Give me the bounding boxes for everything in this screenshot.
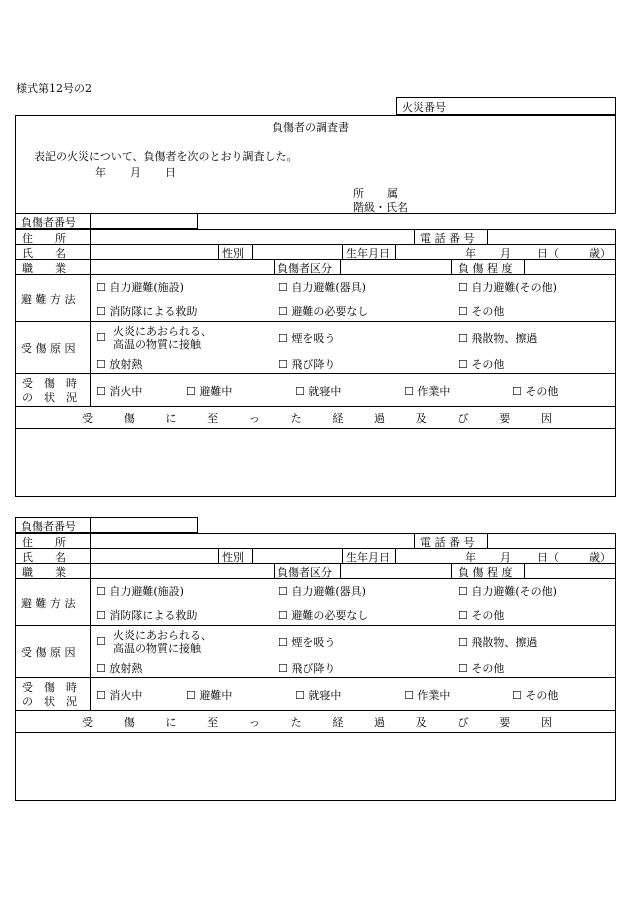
- checkbox-icon[interactable]: ☐: [512, 385, 522, 398]
- injury-degree-field[interactable]: [526, 260, 614, 273]
- date-month: 月: [130, 166, 141, 179]
- evac-option-self-other[interactable]: ☐ 自力避難(その他): [458, 585, 557, 598]
- situation-option-working[interactable]: ☐ 作業中: [404, 689, 451, 702]
- cause-option-flame-hot[interactable]: [96, 635, 106, 648]
- evacuation-method-label: 避 難 方 法: [21, 597, 76, 610]
- situation-option-firefighting[interactable]: ☐ 消火中: [96, 385, 143, 398]
- phone-field[interactable]: [489, 534, 614, 547]
- survey-statement: 表記の火災について、負傷者を次のとおり調査した。: [34, 150, 298, 163]
- evac-option-fire-rescue[interactable]: ☐ 消防隊による救助: [96, 305, 198, 318]
- checkbox-icon[interactable]: ☐: [96, 609, 106, 622]
- birth-year-unit: 年: [465, 247, 476, 260]
- cause-option-debris[interactable]: ☐ 飛散物、擦過: [458, 636, 538, 649]
- checkbox-icon[interactable]: ☐: [458, 609, 468, 622]
- checkbox-icon[interactable]: ☐: [96, 689, 106, 702]
- birthdate-label: 生年月日: [346, 247, 390, 260]
- checkbox-icon[interactable]: ☐: [458, 358, 468, 371]
- phone-label: 電 話 番 号: [420, 536, 475, 549]
- cause-option-smoke[interactable]: ☐ 煙を吸う: [278, 636, 336, 649]
- address-label: 住 所: [22, 232, 66, 245]
- gender-field[interactable]: [254, 245, 340, 258]
- gender-label: 性別: [222, 551, 244, 564]
- occupation-label: 職 業: [22, 566, 66, 579]
- checkbox-icon[interactable]: ☐: [278, 585, 288, 598]
- address-field[interactable]: [92, 534, 412, 547]
- checkbox-icon[interactable]: ☐: [512, 689, 522, 702]
- cause-option-flame-line1: 火炎にあおられる、: [113, 325, 212, 338]
- injury-situation-label-1: 受 傷 時: [22, 681, 77, 694]
- rank-name-label: 階級・氏名: [353, 201, 408, 214]
- injury-cause-label: 受 傷 原 因: [21, 646, 76, 659]
- evac-option-self-other[interactable]: ☐ 自力避難(その他): [458, 281, 557, 294]
- birth-year-unit: 年: [465, 551, 476, 564]
- checkbox-icon[interactable]: ☐: [278, 662, 288, 675]
- checkbox-icon[interactable]: ☐: [96, 385, 106, 398]
- address-field[interactable]: [92, 230, 412, 243]
- injured-category-label: 負傷者区分: [277, 566, 332, 579]
- evac-option-self-equipment[interactable]: ☐ 自力避難(器具): [278, 281, 366, 294]
- address-label: 住 所: [22, 536, 66, 549]
- checkbox-icon[interactable]: ☐: [96, 662, 106, 675]
- phone-label: 電 話 番 号: [420, 232, 475, 245]
- situation-option-evacuating[interactable]: ☐ 避難中: [186, 385, 233, 398]
- survey-block-1: [0, 213, 630, 498]
- injury-degree-label: 負 傷 程 度: [458, 566, 513, 579]
- process-header: 受 傷 に 至 っ た 経 過 及 び 要 因: [82, 716, 552, 729]
- affiliation-label: 所 属: [353, 187, 404, 200]
- checkbox-icon[interactable]: ☐: [96, 635, 106, 648]
- name-label: 氏 名: [22, 551, 66, 564]
- birth-month-unit: 月: [500, 551, 511, 564]
- cause-option-flame-line1: 火炎にあおられる、: [113, 629, 212, 642]
- cause-option-debris[interactable]: ☐ 飛散物、擦過: [458, 332, 538, 345]
- cause-option-smoke[interactable]: ☐ 煙を吸う: [278, 332, 336, 345]
- occupation-field[interactable]: [92, 260, 272, 273]
- checkbox-icon[interactable]: ☐: [458, 281, 468, 294]
- checkbox-icon[interactable]: ☐: [278, 332, 288, 345]
- situation-option-evacuating[interactable]: ☐ 避難中: [186, 689, 233, 702]
- cause-option-jump[interactable]: ☐ 飛び降り: [278, 662, 336, 675]
- cause-option-radiant-heat[interactable]: ☐ 放射熱: [96, 662, 143, 675]
- name-field[interactable]: [92, 245, 216, 258]
- process-details-area[interactable]: [17, 734, 614, 799]
- process-details-area[interactable]: [17, 430, 614, 495]
- date-year: 年: [95, 166, 106, 179]
- situation-option-sleeping[interactable]: ☐ 就寝中: [295, 689, 342, 702]
- injury-situation-label-2: の 状 況: [22, 391, 77, 404]
- name-label: 氏 名: [22, 247, 66, 260]
- evac-option-self-facility[interactable]: ☐ 自力避難(施設): [96, 585, 184, 598]
- situation-option-other[interactable]: ☐ その他: [512, 689, 559, 702]
- checkbox-icon[interactable]: ☐: [404, 689, 414, 702]
- checkbox-icon[interactable]: ☐: [186, 385, 196, 398]
- birth-day-unit: 日（: [537, 551, 559, 564]
- situation-option-sleeping[interactable]: ☐ 就寝中: [295, 385, 342, 398]
- injured-number-field[interactable]: [92, 518, 196, 532]
- checkbox-icon[interactable]: ☐: [278, 358, 288, 371]
- injury-degree-label: 負 傷 程 度: [458, 262, 513, 275]
- evac-option-not-needed[interactable]: ☐ 避難の必要なし: [278, 305, 369, 318]
- survey-block-2: [0, 517, 630, 802]
- checkbox-icon[interactable]: ☐: [96, 331, 106, 344]
- fire-number-label: 火災番号: [402, 101, 446, 114]
- process-header: 受 傷 に 至 っ た 経 過 及 び 要 因: [82, 412, 552, 425]
- checkbox-icon[interactable]: ☐: [404, 385, 414, 398]
- injury-situation-label-2: の 状 況: [22, 695, 77, 708]
- evac-option-other[interactable]: ☐ その他: [458, 609, 505, 622]
- injured-number-label: 負傷者番号: [21, 216, 76, 229]
- birth-day-unit: 日（: [537, 247, 559, 260]
- checkbox-icon[interactable]: ☐: [96, 358, 106, 371]
- situation-option-working[interactable]: ☐ 作業中: [404, 385, 451, 398]
- injured-category-field[interactable]: [342, 564, 449, 577]
- phone-field[interactable]: [489, 230, 614, 243]
- evac-option-self-facility[interactable]: ☐ 自力避難(施設): [96, 281, 184, 294]
- checkbox-icon[interactable]: ☐: [458, 585, 468, 598]
- gender-field[interactable]: [254, 549, 340, 562]
- report-title: 負傷者の調査書: [272, 121, 349, 134]
- cause-option-flame-hot[interactable]: [96, 331, 106, 344]
- injury-cause-label: 受 傷 原 因: [21, 342, 76, 355]
- checkbox-icon[interactable]: ☐: [295, 385, 305, 398]
- evacuation-method-label: 避 難 方 法: [21, 293, 76, 306]
- checkbox-icon[interactable]: ☐: [96, 281, 106, 294]
- cause-option-flame-line2: 高温の物質に接触: [113, 338, 201, 351]
- checkbox-icon[interactable]: ☐: [295, 689, 305, 702]
- cause-option-flame-line2: 高温の物質に接触: [113, 642, 201, 655]
- checkbox-icon[interactable]: ☐: [96, 585, 106, 598]
- cause-option-jump[interactable]: ☐ 飛び降り: [278, 358, 336, 371]
- occupation-label: 職 業: [22, 262, 66, 275]
- checkbox-icon[interactable]: ☐: [186, 689, 196, 702]
- checkbox-icon[interactable]: ☐: [278, 305, 288, 318]
- checkbox-icon[interactable]: ☐: [278, 636, 288, 649]
- form-code: 様式第12号の2: [16, 82, 92, 95]
- evac-option-other[interactable]: ☐ その他: [458, 305, 505, 318]
- situation-option-other[interactable]: ☐ その他: [512, 385, 559, 398]
- cause-option-other[interactable]: ☐ その他: [458, 358, 505, 371]
- gender-label: 性別: [222, 247, 244, 260]
- evac-option-fire-rescue[interactable]: ☐ 消防隊による救助: [96, 609, 198, 622]
- injured-number-label: 負傷者番号: [21, 520, 76, 533]
- checkbox-icon[interactable]: ☐: [458, 662, 468, 675]
- injured-category-field[interactable]: [342, 260, 449, 273]
- checkbox-icon[interactable]: ☐: [458, 332, 468, 345]
- age-unit: 歳）: [589, 551, 611, 564]
- cause-option-radiant-heat[interactable]: ☐ 放射熱: [96, 358, 143, 371]
- cause-option-other[interactable]: ☐ その他: [458, 662, 505, 675]
- checkbox-icon[interactable]: ☐: [96, 305, 106, 318]
- evac-option-self-equipment[interactable]: ☐ 自力避難(器具): [278, 585, 366, 598]
- age-unit: 歳）: [589, 247, 611, 260]
- evac-option-not-needed[interactable]: ☐ 避難の必要なし: [278, 609, 369, 622]
- injured-number-field[interactable]: [92, 214, 196, 228]
- birth-month-unit: 月: [500, 247, 511, 260]
- birthdate-label: 生年月日: [346, 551, 390, 564]
- injury-degree-field[interactable]: [526, 564, 614, 577]
- checkbox-icon[interactable]: ☐: [458, 636, 468, 649]
- injured-category-label: 負傷者区分: [277, 262, 332, 275]
- name-field[interactable]: [92, 549, 216, 562]
- checkbox-icon[interactable]: ☐: [458, 305, 468, 318]
- injury-situation-label-1: 受 傷 時: [22, 377, 77, 390]
- checkbox-icon[interactable]: ☐: [278, 609, 288, 622]
- occupation-field[interactable]: [92, 564, 272, 577]
- date-day: 日: [165, 166, 176, 179]
- checkbox-icon[interactable]: ☐: [278, 281, 288, 294]
- situation-option-firefighting[interactable]: ☐ 消火中: [96, 689, 143, 702]
